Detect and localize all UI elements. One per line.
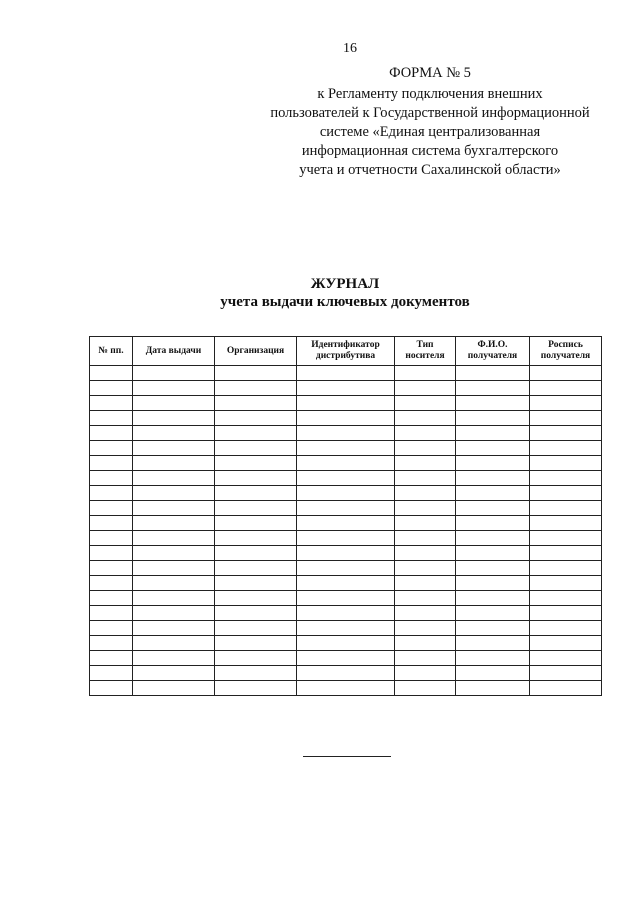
journal-title: ЖУРНАЛ — [310, 276, 380, 292]
table-cell — [456, 681, 530, 696]
table-cell — [215, 681, 297, 696]
table-header-row — [90, 337, 602, 366]
table-cell — [456, 651, 530, 666]
table-cell — [530, 531, 602, 546]
table-row — [90, 471, 602, 486]
table-cell — [90, 366, 133, 381]
table-cell — [456, 561, 530, 576]
table-row — [90, 441, 602, 456]
table-cell — [297, 576, 395, 591]
table-cell — [90, 606, 133, 621]
table-cell — [395, 411, 456, 426]
table-row — [90, 591, 602, 606]
table-cell — [456, 621, 530, 636]
form-caption-line: учета и отчетности Сахалинской области» — [299, 162, 561, 178]
table-cell — [215, 441, 297, 456]
table-cell — [456, 411, 530, 426]
table-cell — [215, 546, 297, 561]
table-cell — [133, 516, 215, 531]
col-header-media-type — [395, 337, 456, 366]
table-cell — [133, 381, 215, 396]
table-cell — [215, 621, 297, 636]
col-header-line: Роспись — [548, 340, 583, 350]
table-cell — [133, 621, 215, 636]
table-cell — [530, 456, 602, 471]
table-cell — [90, 591, 133, 606]
table-cell — [297, 426, 395, 441]
table-cell — [530, 501, 602, 516]
col-header-line: носителя — [405, 351, 445, 361]
table-cell — [90, 576, 133, 591]
table-cell — [530, 606, 602, 621]
table-cell — [215, 471, 297, 486]
col-header-line: получателя — [540, 351, 591, 361]
table-cell — [215, 516, 297, 531]
table-cell — [297, 501, 395, 516]
table-row — [90, 501, 602, 516]
table-cell — [133, 501, 215, 516]
table-row — [90, 381, 602, 396]
table-cell — [133, 576, 215, 591]
table-cell — [90, 621, 133, 636]
footnote-divider — [303, 756, 391, 757]
table-cell — [215, 591, 297, 606]
table-cell — [456, 531, 530, 546]
table-row — [90, 396, 602, 411]
col-header-issue-date — [133, 337, 215, 366]
table-cell — [133, 411, 215, 426]
table-row — [90, 426, 602, 441]
table-cell — [395, 681, 456, 696]
table-cell — [215, 411, 297, 426]
table-cell — [395, 426, 456, 441]
col-header-line: Идентификатор — [311, 340, 380, 350]
table-cell — [456, 426, 530, 441]
table-cell — [215, 576, 297, 591]
table-cell — [297, 486, 395, 501]
table-cell — [530, 486, 602, 501]
table-cell — [133, 606, 215, 621]
table-cell — [297, 636, 395, 651]
table-cell — [456, 591, 530, 606]
table-cell — [530, 576, 602, 591]
table-cell — [297, 561, 395, 576]
table-cell — [395, 561, 456, 576]
table-cell — [530, 561, 602, 576]
table-row — [90, 621, 602, 636]
table-cell — [530, 636, 602, 651]
col-header-line: № пп. — [98, 345, 124, 356]
table-cell — [297, 366, 395, 381]
table-cell — [395, 441, 456, 456]
table-cell — [90, 531, 133, 546]
table-cell — [90, 516, 133, 531]
table-cell — [530, 441, 602, 456]
table-cell — [530, 666, 602, 681]
table-cell — [133, 561, 215, 576]
table-cell — [456, 636, 530, 651]
table-cell — [90, 396, 133, 411]
table-cell — [90, 456, 133, 471]
table-cell — [215, 651, 297, 666]
table-cell — [90, 426, 133, 441]
table-cell — [215, 426, 297, 441]
table-cell — [133, 471, 215, 486]
table-cell — [133, 441, 215, 456]
table-cell — [90, 666, 133, 681]
table-cell — [297, 531, 395, 546]
table-cell — [395, 636, 456, 651]
table-cell — [133, 636, 215, 651]
page-number: 16 — [343, 41, 357, 56]
table-cell — [297, 516, 395, 531]
table-row — [90, 576, 602, 591]
col-header-line: получателя — [467, 351, 518, 361]
table-cell — [530, 681, 602, 696]
table-cell — [456, 396, 530, 411]
table-cell — [90, 471, 133, 486]
form-caption-line: информационная система бухгалтерского — [301, 143, 559, 159]
table-cell — [530, 591, 602, 606]
table-row — [90, 666, 602, 681]
table-cell — [530, 651, 602, 666]
table-cell — [297, 591, 395, 606]
table-cell — [133, 531, 215, 546]
table-row — [90, 531, 602, 546]
table-cell — [215, 486, 297, 501]
table-cell — [133, 396, 215, 411]
table-cell — [90, 486, 133, 501]
col-header-distribution-id — [297, 337, 395, 366]
table-cell — [90, 561, 133, 576]
table-cell — [395, 531, 456, 546]
table-cell — [530, 516, 602, 531]
table-cell — [133, 456, 215, 471]
table-cell — [297, 651, 395, 666]
table-cell — [456, 441, 530, 456]
table-cell — [297, 666, 395, 681]
table-cell — [530, 366, 602, 381]
table-cell — [297, 381, 395, 396]
col-header-recipient-name — [456, 337, 530, 366]
col-header-line: Дата выдачи — [145, 345, 202, 356]
table-row — [90, 636, 602, 651]
table-cell — [215, 501, 297, 516]
table-cell — [297, 621, 395, 636]
table-cell — [456, 486, 530, 501]
table-cell — [215, 366, 297, 381]
table-cell — [530, 426, 602, 441]
col-header-recipient-signature — [530, 337, 602, 366]
table-cell — [395, 501, 456, 516]
table-row — [90, 561, 602, 576]
table-row — [90, 546, 602, 561]
table-cell — [90, 381, 133, 396]
table-cell — [530, 411, 602, 426]
table-cell — [456, 666, 530, 681]
table-cell — [133, 486, 215, 501]
table-body — [90, 366, 602, 696]
table-cell — [133, 546, 215, 561]
table-cell — [90, 501, 133, 516]
table-cell — [395, 606, 456, 621]
table-row — [90, 516, 602, 531]
table-cell — [456, 516, 530, 531]
col-header-line: Тип — [416, 340, 434, 350]
table-cell — [395, 486, 456, 501]
table-cell — [215, 636, 297, 651]
table-row — [90, 606, 602, 621]
col-header-line: Организация — [226, 345, 285, 356]
table-row — [90, 651, 602, 666]
table-cell — [297, 681, 395, 696]
table-cell — [395, 516, 456, 531]
table-cell — [530, 396, 602, 411]
form-caption-line: системе «Единая централизованная — [319, 124, 541, 140]
table-cell — [530, 471, 602, 486]
journal-subtitle: учета выдачи ключевых документов — [220, 294, 470, 310]
form-header — [250, 64, 610, 180]
table-cell — [395, 381, 456, 396]
table-cell — [395, 591, 456, 606]
table-cell — [456, 381, 530, 396]
table-cell — [297, 396, 395, 411]
table-cell — [530, 546, 602, 561]
table-cell — [215, 456, 297, 471]
table-row — [90, 411, 602, 426]
table-cell — [133, 651, 215, 666]
table-cell — [133, 366, 215, 381]
table-cell — [297, 441, 395, 456]
col-header-line: дистрибутива — [315, 351, 376, 361]
table-cell — [90, 636, 133, 651]
form-title: ФОРМА № 5 — [389, 65, 471, 81]
table-cell — [215, 666, 297, 681]
table-cell — [297, 456, 395, 471]
col-header-organization — [215, 337, 297, 366]
table-cell — [456, 501, 530, 516]
table-cell — [90, 441, 133, 456]
table-cell — [297, 471, 395, 486]
table-cell — [215, 396, 297, 411]
table-cell — [133, 426, 215, 441]
table-cell — [215, 561, 297, 576]
table-row — [90, 456, 602, 471]
table-cell — [297, 411, 395, 426]
table-cell — [395, 471, 456, 486]
table-cell — [395, 621, 456, 636]
table-cell — [90, 546, 133, 561]
table-cell — [456, 576, 530, 591]
form-caption-line: к Регламенту подключения внешних — [317, 86, 543, 102]
table-cell — [456, 606, 530, 621]
table-cell — [456, 366, 530, 381]
table-cell — [133, 666, 215, 681]
form-caption-line: пользователей к Государственной информационной — [270, 105, 590, 121]
table-row — [90, 681, 602, 696]
table-cell — [395, 576, 456, 591]
table-cell — [395, 546, 456, 561]
table-cell — [297, 606, 395, 621]
table-cell — [90, 681, 133, 696]
table-cell — [215, 531, 297, 546]
table-cell — [456, 456, 530, 471]
table-cell — [456, 471, 530, 486]
key-issue-register-table — [89, 336, 602, 696]
col-header-number — [90, 337, 133, 366]
table-cell — [90, 411, 133, 426]
col-header-line: Ф.И.О. — [477, 340, 508, 350]
table-row — [90, 366, 602, 381]
table-cell — [133, 591, 215, 606]
table-cell — [395, 396, 456, 411]
table-cell — [395, 666, 456, 681]
table-cell — [395, 651, 456, 666]
table-cell — [395, 366, 456, 381]
table-cell — [133, 681, 215, 696]
table-cell — [215, 381, 297, 396]
table-cell — [90, 651, 133, 666]
table-row — [90, 486, 602, 501]
table-cell — [530, 621, 602, 636]
table-cell — [530, 381, 602, 396]
table-cell — [297, 546, 395, 561]
table-cell — [456, 546, 530, 561]
table-cell — [215, 606, 297, 621]
table-cell — [395, 456, 456, 471]
